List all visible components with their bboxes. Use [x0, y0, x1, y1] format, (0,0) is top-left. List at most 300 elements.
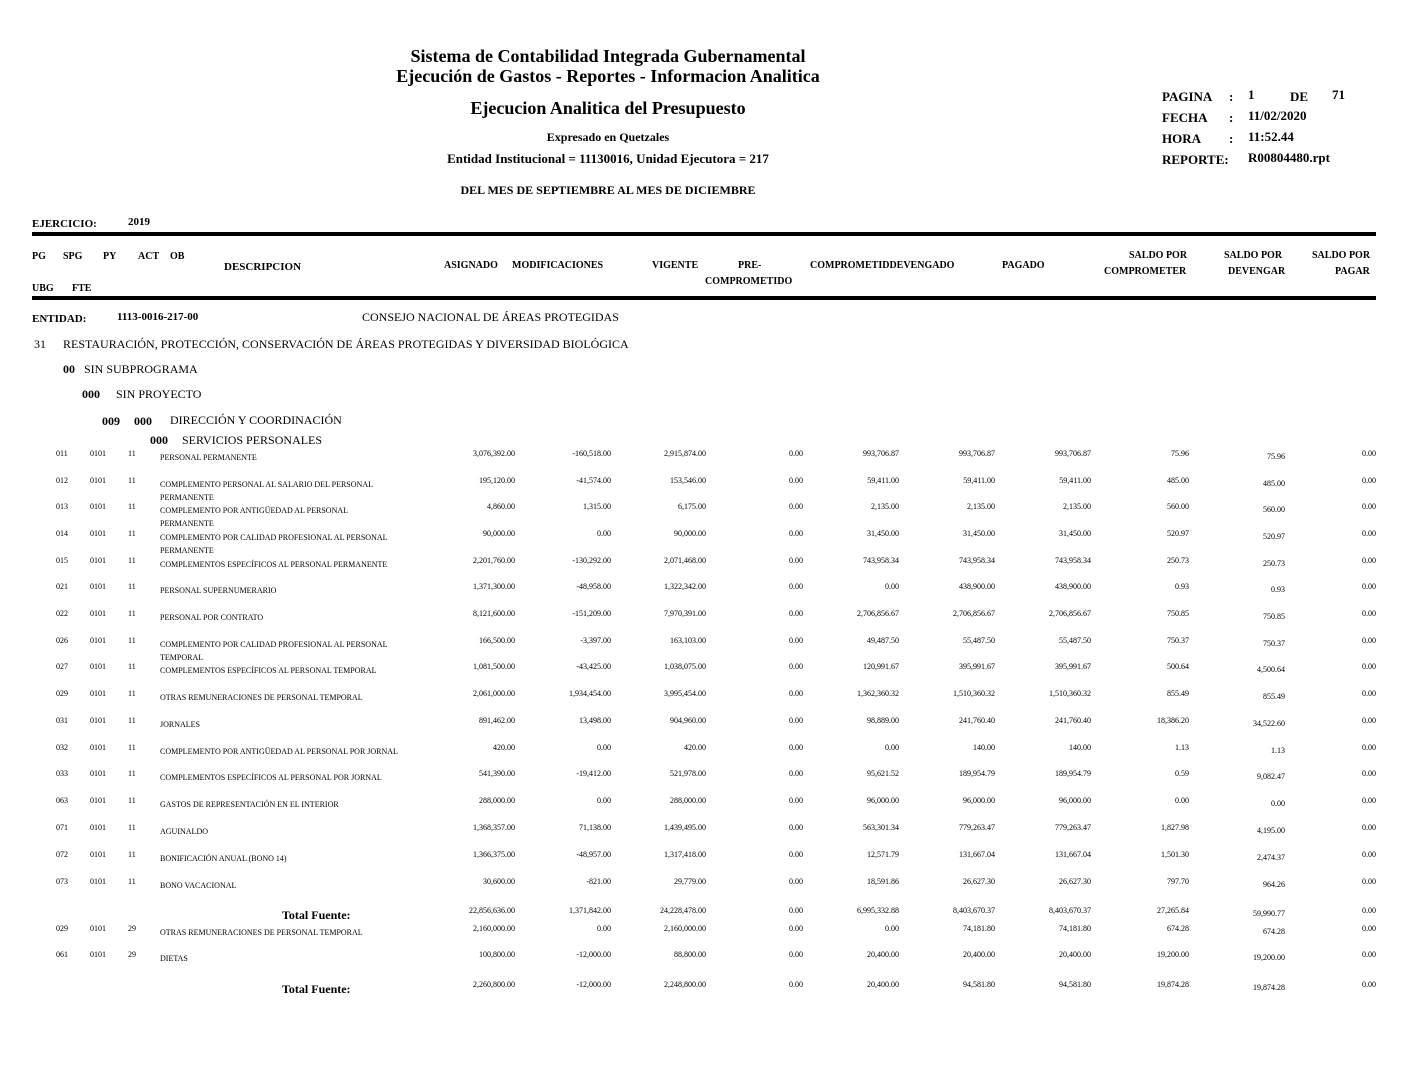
- currency-note: Expresado en Quetzales: [546, 130, 670, 144]
- object-code: 033: [56, 769, 68, 778]
- saldo-devengar-value: 19,200.00: [1253, 953, 1285, 962]
- description: COMPLEMENTO POR ANTIGÜEDAD AL PERSONAL POR JORNAL: [160, 747, 398, 756]
- saldo-pagar-value: 0.00: [1362, 823, 1376, 832]
- col-act: ACT: [138, 251, 160, 262]
- pagado-value: 131,667.04: [1055, 850, 1091, 859]
- ejercicio-value: 2019: [128, 216, 150, 228]
- comprometido-value: 2,135.00: [871, 502, 899, 511]
- fte-code: 11: [128, 662, 136, 671]
- precomprometido-value: 0.00: [789, 950, 803, 959]
- comprometido-value: 993,706.87: [863, 449, 899, 458]
- asignado-value: 541,390.00: [479, 769, 515, 778]
- saldo-pagar-value: 0.00: [1362, 529, 1376, 538]
- comprometido-value: 59,411.00: [867, 476, 899, 485]
- fte-code: 11: [128, 502, 136, 511]
- asignado-value: 2,201,760.00: [473, 556, 515, 565]
- saldo-pagar-value: 0.00: [1362, 502, 1376, 511]
- precomprometido-value: 0.00: [789, 877, 803, 886]
- modificaciones-value: -19,412.00: [576, 769, 611, 778]
- saldo-pagar-value: 0.00: [1362, 950, 1376, 959]
- devengado-value: 779,263.47: [959, 823, 995, 832]
- comprometido-value: 563,301.34: [863, 823, 899, 832]
- fte-code: 11: [128, 609, 136, 618]
- actividad-name: DIRECCIÓN Y COORDINACIÓN: [170, 413, 342, 427]
- fecha-label: FECHA: [1162, 110, 1208, 125]
- description: BONO VACACIONAL: [160, 881, 237, 890]
- pagado-value: 2,706,856.67: [1049, 609, 1091, 618]
- pagado-value: 743,958.34: [1055, 556, 1091, 565]
- asignado-value: 2,061,000.00: [473, 689, 515, 698]
- vigente-value: 88,800.00: [674, 950, 706, 959]
- col-saldo-comprometer: SALDO POR: [1129, 250, 1188, 261]
- pagado-value: 26,627.30: [1059, 877, 1091, 886]
- description: COMPLEMENTOS ESPECÍFICOS AL PERSONAL POR JORNAL: [160, 773, 382, 782]
- vigente-value: 163,103.00: [670, 636, 706, 645]
- system-title: Sistema de Contabilidad Integrada Gubernamental: [410, 46, 806, 66]
- proyecto-name: SIN PROYECTO: [116, 387, 202, 401]
- modificaciones-value: -821.00: [586, 877, 611, 886]
- saldo-devengar-value: 855.49: [1263, 692, 1285, 701]
- modificaciones-value: -48,958.00: [576, 582, 611, 591]
- comprometido-value: 0.00: [885, 582, 899, 591]
- description: BONIFICACIÓN ANUAL (BONO 14): [160, 854, 287, 863]
- comprometido-value: 1,362,360.32: [857, 689, 899, 698]
- pagina-label: PAGINA: [1162, 89, 1213, 104]
- report-title: Ejecucion Analitica del Presupuesto: [470, 98, 746, 118]
- pagado-value: 993,706.87: [1055, 449, 1091, 458]
- vigente-value: 1,038,075.00: [664, 662, 706, 671]
- modificaciones-value: -3,397.00: [580, 636, 611, 645]
- description: AGUINALDO: [160, 827, 208, 836]
- pagado-value: 2,135.00: [1063, 502, 1091, 511]
- table-row: [0, 502, 1408, 528]
- devengado-value: 241,760.40: [959, 716, 995, 725]
- saldo-comprometer-value: 0.59: [1175, 769, 1189, 778]
- ubg-code: 0101: [90, 449, 106, 458]
- vigente-value: 153,546.00: [670, 476, 706, 485]
- comprometido-value: 96,000.00: [867, 796, 899, 805]
- divider: [32, 232, 1376, 236]
- divider: [32, 296, 1376, 300]
- saldo-pagar-value: 0.00: [1362, 556, 1376, 565]
- ubg-code: 0101: [90, 743, 106, 752]
- object-code: 032: [56, 743, 68, 752]
- modificaciones-value: 71,138.00: [579, 823, 611, 832]
- programa-name: RESTAURACIÓN, PROTECCIÓN, CONSERVACIÓN DE ÁREAS PROTEGIDAS Y DIVERSIDAD BIOLÓGICA: [63, 337, 629, 351]
- pagado-value: 438,900.00: [1055, 582, 1091, 591]
- modificaciones-value: 0.00: [597, 529, 611, 538]
- precomprometido-value: 0.00: [789, 449, 803, 458]
- devengado-value: 1,510,360.32: [953, 689, 995, 698]
- saldo-pagar-value: 0.00: [1362, 877, 1376, 886]
- devengado-value: 2,135.00: [967, 502, 995, 511]
- saldo-comprometer-value: 520.97: [1167, 529, 1189, 538]
- total-saldo-comprometer: 27,265.84: [1157, 906, 1189, 915]
- object-code: 071: [56, 823, 68, 832]
- vigente-value: 2,160,000.00: [664, 924, 706, 933]
- devengado-value: 2,706,856.67: [953, 609, 995, 618]
- fecha-value: 11/02/2020: [1248, 108, 1307, 123]
- saldo-devengar-value: 4,500.64: [1257, 665, 1285, 674]
- pagado-value: 96,000.00: [1059, 796, 1091, 805]
- asignado-value: 891,462.00: [479, 716, 515, 725]
- vigente-value: 2,915,874.00: [664, 449, 706, 458]
- total-pagado: 8,403,670.37: [1049, 906, 1091, 915]
- precomprometido-value: 0.00: [789, 556, 803, 565]
- saldo-pagar-value: 0.00: [1362, 716, 1376, 725]
- devengado-value: 189,954.79: [959, 769, 995, 778]
- saldo-comprometer-value: 250.73: [1167, 556, 1189, 565]
- comprometido-value: 0.00: [885, 743, 899, 752]
- fte-code: 11: [128, 796, 136, 805]
- fte-code: 11: [128, 877, 136, 886]
- comprometido-value: 95,621.52: [867, 769, 899, 778]
- saldo-devengar-value: 9,082.47: [1257, 772, 1285, 781]
- precomprometido-value: 0.00: [789, 582, 803, 591]
- ubg-code: 0101: [90, 556, 106, 565]
- total-asignado: 22,856,636.00: [469, 906, 515, 915]
- entidad-label: ENTIDAD:: [32, 313, 87, 325]
- colon: :: [1229, 110, 1234, 125]
- programa-code: 31: [34, 337, 46, 351]
- precomprometido-value: 0.00: [789, 743, 803, 752]
- table-row: [0, 609, 1408, 635]
- description: PERSONAL PERMANENTE: [160, 453, 257, 462]
- ubg-code: 0101: [90, 689, 106, 698]
- description: OTRAS REMUNERACIONES DE PERSONAL TEMPORAL: [160, 693, 363, 702]
- saldo-pagar-value: 0.00: [1362, 924, 1376, 933]
- table-row: [0, 924, 1408, 950]
- object-code: 012: [56, 476, 68, 485]
- saldo-devengar-value: 0.93: [1271, 585, 1285, 594]
- ubg-code: 0101: [90, 716, 106, 725]
- saldo-devengar-value: 4,195.00: [1257, 826, 1285, 835]
- col-saldo-devengar: SALDO POR: [1224, 250, 1283, 261]
- table-row: [0, 449, 1408, 475]
- col-vigente: VIGENTE: [652, 260, 699, 271]
- saldo-comprometer-value: 75.96: [1171, 449, 1189, 458]
- fte-code: 11: [128, 636, 136, 645]
- col-pg: PG: [32, 251, 46, 262]
- saldo-devengar-value: 2,474.37: [1257, 853, 1285, 862]
- comprometido-value: 743,958.34: [863, 556, 899, 565]
- saldo-pagar-value: 0.00: [1362, 689, 1376, 698]
- col-ubg: UBG: [32, 283, 54, 294]
- ubg-code: 0101: [90, 476, 106, 485]
- object-code: 072: [56, 850, 68, 859]
- proyecto-code: 000: [82, 387, 100, 401]
- subprograma-name: SIN SUBPROGRAMA: [84, 362, 198, 376]
- saldo-devengar-value: 750.85: [1263, 612, 1285, 621]
- total-label: Total Fuente:: [282, 982, 351, 996]
- ubg-code: 0101: [90, 769, 106, 778]
- description: DIETAS: [160, 954, 188, 963]
- saldo-devengar-value: 560.00: [1263, 505, 1285, 514]
- saldo-devengar-value: 34,522.60: [1253, 719, 1285, 728]
- saldo-comprometer-value: 500.64: [1167, 662, 1189, 671]
- asignado-value: 420.00: [493, 743, 515, 752]
- table-row: [0, 636, 1408, 662]
- object-code: 014: [56, 529, 68, 538]
- saldo-devengar-value: 964.26: [1263, 880, 1285, 889]
- saldo-devengar-value: 520.97: [1263, 532, 1285, 541]
- precomprometido-value: 0.00: [789, 662, 803, 671]
- ubg-code: 0101: [90, 529, 106, 538]
- ubg-code: 0101: [90, 796, 106, 805]
- ubg-code: 0101: [90, 609, 106, 618]
- vigente-value: 90,000.00: [674, 529, 706, 538]
- fte-code: 29: [128, 924, 136, 933]
- object-code: 061: [56, 950, 68, 959]
- vigente-value: 6,175.00: [678, 502, 706, 511]
- precomprometido-value: 0.00: [789, 769, 803, 778]
- table-row: [0, 950, 1408, 976]
- grupo-code: 000: [150, 433, 168, 447]
- saldo-comprometer-value: 1,501.30: [1161, 850, 1189, 859]
- devengado-value: 96,000.00: [963, 796, 995, 805]
- saldo-comprometer-value: 1,827.98: [1161, 823, 1189, 832]
- saldo-comprometer-value: 674.28: [1167, 924, 1189, 933]
- fte-code: 29: [128, 950, 136, 959]
- precomprometido-value: 0.00: [789, 689, 803, 698]
- hora-value: 11:52.44: [1248, 129, 1294, 144]
- description: PERSONAL POR CONTRATO: [160, 613, 264, 622]
- ubg-code: 0101: [90, 582, 106, 591]
- description: COMPLEMENTO POR ANTIGÜEDAD AL PERSONAL PERMANENTE: [160, 506, 348, 528]
- pagado-value: 241,760.40: [1055, 716, 1091, 725]
- col-asignado: ASIGNADO: [444, 260, 498, 271]
- saldo-comprometer-value: 0.00: [1175, 796, 1189, 805]
- pagado-value: 189,954.79: [1055, 769, 1091, 778]
- asignado-value: 90,000.00: [483, 529, 515, 538]
- description: COMPLEMENTO POR CALIDAD PROFESIONAL AL PERSONAL PERMANENTE: [160, 533, 388, 555]
- modificaciones-value: 13,498.00: [579, 716, 611, 725]
- col-modificaciones: MODIFICACIONES: [512, 260, 604, 271]
- fte-code: 11: [128, 823, 136, 832]
- modificaciones-value: 1,934,454.00: [569, 689, 611, 698]
- object-code: 073: [56, 877, 68, 886]
- modificaciones-value: 0.00: [597, 743, 611, 752]
- precomprometido-value: 0.00: [789, 716, 803, 725]
- precomprometido-value: 0.00: [789, 476, 803, 485]
- pagado-value: 20,400.00: [1059, 950, 1091, 959]
- devengado-value: 395,991.67: [959, 662, 995, 671]
- object-code: 011: [56, 449, 68, 458]
- total-saldo-pagar: 0.00: [1362, 980, 1376, 989]
- fte-code: 11: [128, 476, 136, 485]
- modificaciones-value: 0.00: [597, 796, 611, 805]
- comprometido-value: 98,889.00: [867, 716, 899, 725]
- reporte-value: R00804480.rpt: [1248, 150, 1330, 165]
- vigente-value: 2,071,468.00: [664, 556, 706, 565]
- saldo-devengar-value: 750.37: [1263, 639, 1285, 648]
- object-code: 029: [56, 689, 68, 698]
- asignado-value: 166,500.00: [479, 636, 515, 645]
- asignado-value: 30,600.00: [483, 877, 515, 886]
- devengado-value: 55,487.50: [963, 636, 995, 645]
- col-precomprometido: PRE-: [738, 260, 762, 271]
- fte-code: 11: [128, 449, 136, 458]
- ejercicio-label: EJERCICIO:: [32, 218, 97, 230]
- asignado-value: 1,368,357.00: [473, 823, 515, 832]
- total-devengado: 94,581.80: [963, 980, 995, 989]
- devengado-value: 131,667.04: [959, 850, 995, 859]
- fte-code: 11: [128, 556, 136, 565]
- vigente-value: 521,978.00: [670, 769, 706, 778]
- col-saldo-comprometer-2: COMPROMETER: [1104, 266, 1187, 277]
- object-code: 063: [56, 796, 68, 805]
- saldo-pagar-value: 0.00: [1362, 609, 1376, 618]
- ubg-code: 0101: [90, 850, 106, 859]
- saldo-comprometer-value: 797.70: [1167, 877, 1189, 886]
- description: COMPLEMENTOS ESPECÍFICOS AL PERSONAL TEMPORAL: [160, 666, 377, 675]
- asignado-value: 2,160,000.00: [473, 924, 515, 933]
- devengado-value: 20,400.00: [963, 950, 995, 959]
- saldo-comprometer-value: 1.13: [1175, 743, 1189, 752]
- ubg-code: 0101: [90, 924, 106, 933]
- saldo-comprometer-value: 485.00: [1167, 476, 1189, 485]
- description: COMPLEMENTOS ESPECÍFICOS AL PERSONAL PERMANENTE: [160, 560, 388, 569]
- reporte-label: REPORTE:: [1162, 152, 1229, 167]
- col-saldo-devengar-2: DEVENGAR: [1228, 266, 1286, 277]
- fte-code: 11: [128, 769, 136, 778]
- table-row: [0, 582, 1408, 608]
- table-row: [0, 743, 1408, 769]
- total-asignado: 2,260,800.00: [473, 980, 515, 989]
- fte-code: 11: [128, 850, 136, 859]
- entidad-code: 1113-0016-217-00: [117, 311, 199, 323]
- pagina-value: 1: [1248, 87, 1255, 102]
- vigente-value: 288,000.00: [670, 796, 706, 805]
- precomprometido-value: 0.00: [789, 796, 803, 805]
- precomprometido-value: 0.00: [789, 924, 803, 933]
- col-comprometido-devengado: COMPROMETIDDEVENGADO: [810, 260, 955, 271]
- object-code: 029: [56, 924, 68, 933]
- grupo-name: SERVICIOS PERSONALES: [182, 433, 323, 447]
- precomprometido-value: 0.00: [789, 529, 803, 538]
- pagado-value: 140.00: [1069, 743, 1091, 752]
- precomprometido-value: 0.00: [789, 609, 803, 618]
- modificaciones-value: -151,209.00: [572, 609, 611, 618]
- col-descripcion: DESCRIPCION: [224, 261, 302, 273]
- total-saldo-devengar: 19,874.28: [1253, 983, 1285, 992]
- vigente-value: 1,317,418.00: [664, 850, 706, 859]
- object-code: 013: [56, 502, 68, 511]
- total-saldo-devengar: 59,990.77: [1253, 909, 1285, 918]
- vigente-value: 904,960.00: [670, 716, 706, 725]
- total-saldo-pagar: 0.00: [1362, 906, 1376, 915]
- description: PERSONAL SUPERNUMERARIO: [160, 586, 277, 595]
- table-row: [0, 769, 1408, 795]
- ubg-code: 0101: [90, 636, 106, 645]
- total-pages: 71: [1332, 87, 1345, 102]
- devengado-value: 74,181.80: [963, 924, 995, 933]
- col-fte: FTE: [72, 283, 92, 294]
- modificaciones-value: -41,574.00: [576, 476, 611, 485]
- pagado-value: 31,450.00: [1059, 529, 1091, 538]
- devengado-value: 59,411.00: [963, 476, 995, 485]
- saldo-pagar-value: 0.00: [1362, 476, 1376, 485]
- table-row: [0, 689, 1408, 715]
- description: GASTOS DE REPRESENTACIÓN EN EL INTERIOR: [160, 800, 339, 809]
- ubg-code: 0101: [90, 877, 106, 886]
- total-saldo-comprometer: 19,874.28: [1157, 980, 1189, 989]
- devengado-value: 438,900.00: [959, 582, 995, 591]
- object-code: 022: [56, 609, 68, 618]
- comprometido-value: 18,591.86: [867, 877, 899, 886]
- total-modificaciones: 1,371,842.00: [569, 906, 611, 915]
- precomprometido-value: 0.00: [789, 636, 803, 645]
- total-label: Total Fuente:: [282, 908, 351, 922]
- actividad-code: 009: [102, 414, 120, 428]
- saldo-pagar-value: 0.00: [1362, 662, 1376, 671]
- col-saldo-pagar: SALDO POR: [1312, 250, 1371, 261]
- total-pagado: 94,581.80: [1059, 980, 1091, 989]
- asignado-value: 1,371,300.00: [473, 582, 515, 591]
- comprometido-value: 2,706,856.67: [857, 609, 899, 618]
- entidad-name: CONSEJO NACIONAL DE ÁREAS PROTEGIDAS: [362, 310, 619, 324]
- saldo-pagar-value: 0.00: [1362, 743, 1376, 752]
- saldo-devengar-value: 485.00: [1263, 479, 1285, 488]
- entity-line: Entidad Institucional = 11130016, Unidad Ejecutora = 217: [447, 151, 769, 166]
- vigente-value: 7,970,391.00: [664, 609, 706, 618]
- col-spg: SPG: [63, 251, 83, 262]
- ubg-code: 0101: [90, 823, 106, 832]
- table-row: [0, 823, 1408, 849]
- de-label: DE: [1290, 89, 1309, 104]
- asignado-value: 1,366,375.00: [473, 850, 515, 859]
- saldo-comprometer-value: 19,200.00: [1157, 950, 1189, 959]
- period-line: DEL MES DE SEPTIEMBRE AL MES DE DICIEMBRE: [460, 183, 756, 197]
- modificaciones-value: -43,425.00: [576, 662, 611, 671]
- vigente-value: 1,322,342.00: [664, 582, 706, 591]
- total-comprometido: 6,995,332.88: [857, 906, 899, 915]
- description: JORNALES: [160, 720, 201, 729]
- precomprometido-value: 0.00: [789, 823, 803, 832]
- saldo-comprometer-value: 750.37: [1167, 636, 1189, 645]
- precomprometido-value: 0.00: [789, 850, 803, 859]
- subprograma-code: 00: [63, 362, 75, 376]
- saldo-pagar-value: 0.00: [1362, 582, 1376, 591]
- asignado-value: 1,081,500.00: [473, 662, 515, 671]
- saldo-pagar-value: 0.00: [1362, 449, 1376, 458]
- object-code: 015: [56, 556, 68, 565]
- table-row: [0, 556, 1408, 582]
- saldo-comprometer-value: 18,386.20: [1157, 716, 1189, 725]
- comprometido-value: 120,991.67: [863, 662, 899, 671]
- asignado-value: 4,860.00: [487, 502, 515, 511]
- modificaciones-value: 0.00: [597, 924, 611, 933]
- total-row-fuente-29: [0, 980, 1408, 1006]
- saldo-comprometer-value: 855.49: [1167, 689, 1189, 698]
- col-saldo-pagar-2: PAGAR: [1335, 266, 1370, 277]
- object-code: 031: [56, 716, 68, 725]
- precomprometido-value: 0.00: [789, 502, 803, 511]
- object-code: 026: [56, 636, 68, 645]
- table-row: [0, 662, 1408, 688]
- fte-code: 11: [128, 716, 136, 725]
- total-precomprometido: 0.00: [789, 980, 803, 989]
- module-title: Ejecución de Gastos - Reportes - Informacion Analitica: [396, 66, 820, 86]
- fte-code: 11: [128, 582, 136, 591]
- colon: :: [1229, 89, 1234, 104]
- pagado-value: 74,181.80: [1059, 924, 1091, 933]
- saldo-pagar-value: 0.00: [1362, 636, 1376, 645]
- vigente-value: 3,995,454.00: [664, 689, 706, 698]
- object-code: 027: [56, 662, 68, 671]
- devengado-value: 31,450.00: [963, 529, 995, 538]
- total-vigente: 2,248,800.00: [664, 980, 706, 989]
